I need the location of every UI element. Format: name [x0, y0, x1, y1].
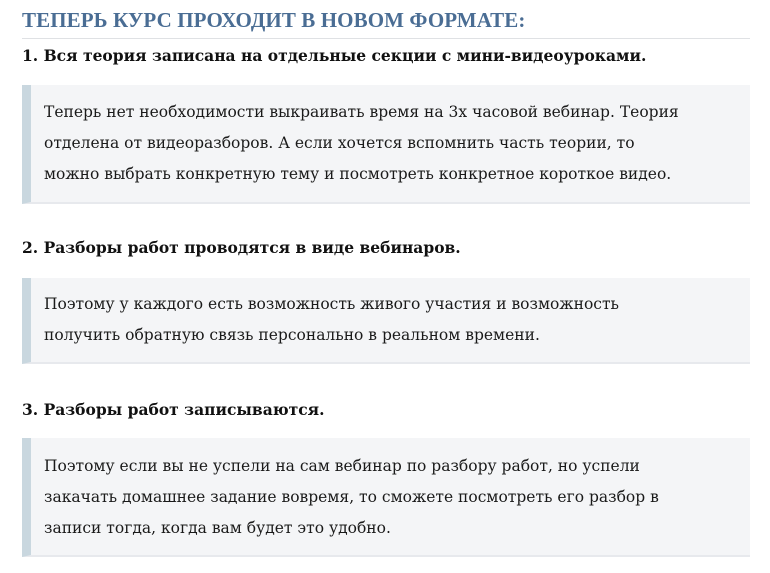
- item-description-3: [22, 438, 750, 557]
- item-description-1: [22, 85, 750, 204]
- item-heading-3: 3. Разборы работ записываются.: [22, 400, 325, 419]
- description-line: Поэтому если вы не успели на сам вебинар по разбору работ, но успели: [44, 457, 640, 475]
- description-line: можно выбрать конкретную тему и посмотреть конкретное короткое видео.: [44, 165, 672, 183]
- description-line: получить обратную связь персонально в реальном времени.: [44, 326, 540, 344]
- description-line: Теперь нет необходимости выкраивать время на 3х часовой вебинар. Теория: [44, 103, 679, 121]
- description-line: записи тогда, когда вам будет это удобно.: [44, 519, 391, 537]
- description-line: Поэтому у каждого есть возможность живого участия и возможность: [44, 295, 619, 313]
- item-description-2: [22, 278, 750, 364]
- item-heading-2: 2. Разборы работ проводятся в виде вебинаров.: [22, 238, 461, 257]
- page-title: ТЕПЕРЬ КУРС ПРОХОДИТ В НОВОМ ФОРМАТЕ:: [22, 8, 750, 39]
- description-line: закачать домашнее задание вовремя, то сможете посмотреть его разбор в: [44, 488, 659, 506]
- item-heading-1: 1. Вся теория записана на отдельные секции с мини-видеоуроками.: [22, 46, 647, 65]
- description-line: отделена от видеоразборов. А если хочется вспомнить часть теории, то: [44, 134, 635, 152]
